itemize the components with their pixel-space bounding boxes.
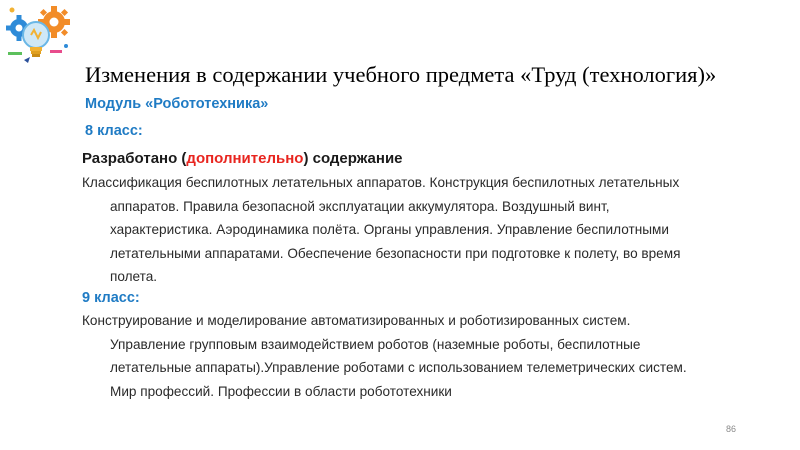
content-line: Мир профессий. Профессии в области робототехники [110,383,452,399]
content-line: Классификация беспилотных летательных аппаратов. Конструкция беспилотных летательных [82,175,680,190]
heading-text-after: ) содержание [303,150,403,167]
module-heading: Модуль «Робототехника» [85,96,269,112]
highlight-additionally: дополнительно [186,150,304,167]
content-line: летательные аппараты).Управление роботами с использованием телеметрических систем. [110,360,687,375]
content-line: летательными аппаратами. Обеспечение безопасности при подготовке к полету, во время [110,245,681,261]
page-number: 86 [726,424,737,434]
content-line: Конструирование и моделирование автоматизированных и роботизированных систем. [82,313,631,328]
grade-9-heading: 9 класс: [82,290,140,306]
lightbulb-gears-icon [4,2,74,68]
grade-8-heading: 8 класс: [85,123,143,139]
content-line: аппаратов. Правила безопасной эксплуатации аккумулятора. Воздушный винт, [110,198,610,214]
content-line: Управление групповым взаимодействием роботов (наземные роботы, беспилотные [110,336,641,352]
heading-text-before: Разработано ( [82,150,187,167]
content-line: характеристика. Аэродинамика полёта. Органы управления. Управление беспилотными [110,222,669,237]
slide-title: Изменения в содержании учебного предмета «Труд (технология)» [85,62,717,87]
content-line: полета. [110,269,158,284]
developed-content-heading [82,150,403,167]
grade-8-content [82,171,782,289]
grade-9-content [82,309,782,403]
